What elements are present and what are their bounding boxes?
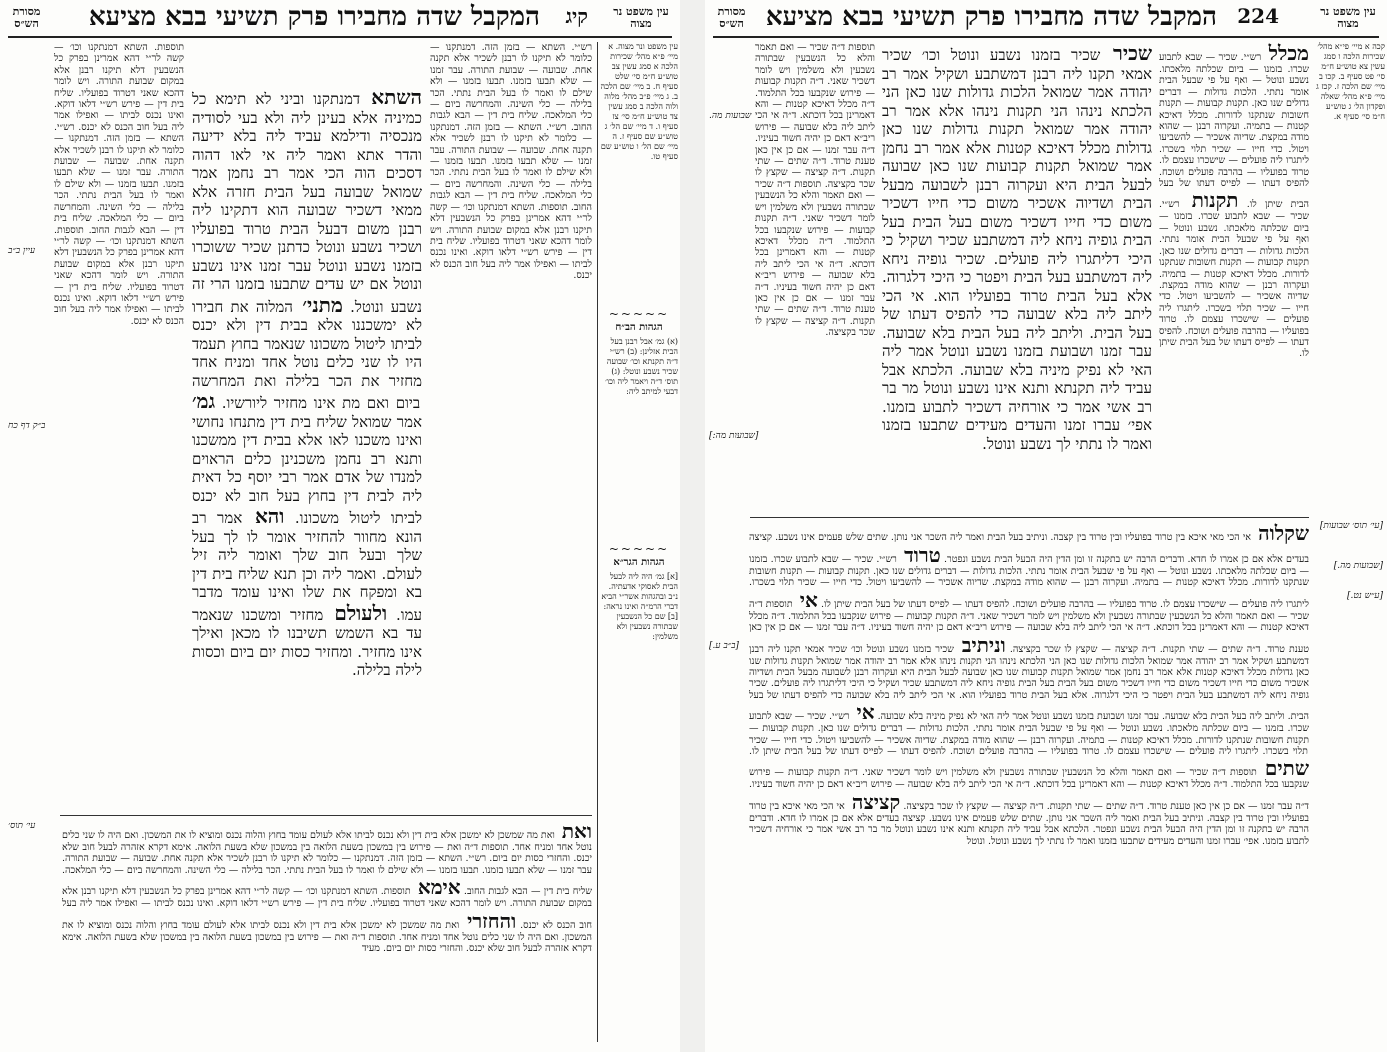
left-rashi-column — [430, 42, 592, 812]
right-bottom-lead-5: אי — [849, 700, 875, 725]
right-bottom-lead-6: שתים — [1256, 756, 1309, 781]
left-rashi-text-cont-2: תוספות. השתא דמנתקנו וכו׳ — קשה לר״י דהא אמרינן בפרק כל הנשבעין דלא תיקנו רבנן אלא במקום שבועת התורה. ויש לומר דהכא שאני דטרוד בפועליו. שליח בית דין — פירש רש״י דלאו דוקא. ואינו נכנס לביתו — ואפילו אמר ליה בעל חוב הכנס לא יכנס. — [430, 201, 592, 282]
left-gemara2-lead: גמ׳ — [192, 389, 216, 413]
right-ein-mishpat-column — [1313, 42, 1385, 182]
hagahot-habach-text: (א) גמ׳ אבל רבנן בעל הבית אזלינן: (ב) רש״י ד״ה תקנתא וכו׳ שבועה שכיר נשבע ונוטל: (ג) תוס׳ ד״ה ויאמר ליה וכו׳ דבעי למיתב ליה: — [605, 337, 678, 396]
left-bottom-commentary — [62, 820, 592, 1045]
right-bottom-text-cont-7: הלכתא אבל עביד ליה תקנתא ותנא אינו נשבע ונוטל מר בר רב אשי אמר כי אורחיה דשכיר לתבוע בזמנו. אפי׳ עברו זמנו והעדים מעידים שתבעו בזמנו ואמר לו נתתי לך נשבע ונוטל. — [749, 824, 1309, 847]
left-tosafot-text-cont: רש״י. השתא — בזמן הזה. דמנתקנו — כלומר לא תיקנו לו רבנן לשכיר אלא תקנה אחת. שבועה — שבועת התורה. עבר זמנו — שלא תבעו בזמנו. תבעו בזמנו — ולא שילם לו ואמר לו בעל הבית נתתי. הכר בלילה — כלי השינה. והמחרשה ביום — כלי המלאכה. שליח בית דין — הבא לגבות החוב. — [54, 121, 184, 236]
right-bottom-text-cont-5: תוספות ד״ה שכיר — ואם תאמר והלא כל הנשבעין שבתורה נשבעין ולא משלמין ויש לומר דשכיר שאני. ד״ה תקנות קבועות — פירוש שנקבעו בכל התלמוד. ד״ה מכלל דאיכא קטנות — והא דאמרינן בכל דוכתא. ד״ה אי הכי ליתב ליה בלא שבועה — פירוש ריב״א דאם כן יהיה חשוד בעיניו. ד״ה עבר זמנו — אם כן אין כאן טענת טרוד. ד״ה שתים — שתי תקנות. ד״ה קציצה — שקצץ לו שכר בקציצה. — [749, 767, 1309, 812]
left-bottom-text: ואת מה שמשכן לא ימשכן אלא בית דין ולא נכנס לביתו אלא לעולם עומד בחוץ והלוה נכנס ומוציא לו את המשכון. ואם היה לו שני כלים נוטל אחד ומניח אחד. תוספות ד״ה ואת — פירוש בין במשכון בשעת הלואה בין במשכון שלא בשעת הלואה. אימא דקרא אזהרה לבעל חוב שלא יכנס. והחזרי כסות יום ביום. — [62, 830, 592, 865]
left-label-masoret: מסורת הש״ס — [12, 5, 41, 30]
right-gemara-cont: הלכתא אבל עביד ליה תקנתא ותנא אינו נשבע ונוטל מר בר רב אשי אמר כי אורחיה דשכיר לתבוע בזמנו. אפי׳ עברו זמנו והעדים מעידים שתבעו בזמנו ואמר לו נתתי לך נשבע ונוטל. — [882, 360, 1152, 453]
left-gemara-text: דמנתקנו וביני לא תימא כל כמיניה אלא בעינן ליה ולא בעי לסודיה מנכסיה ודילמא עביד ליה בלא ידיעה והדר אתא ואמר ליה אי לאו דהוה דסכים הוה הכי אמר רב נחמן אמר שמואל שבועה בעל הבית חזרה אלא ממאי דשכיר שבועה הוא דתקינו ליה רבנן משום דבעל הבית טרוד בפועליו ושכיר נשבע ונוטל כדתנן שכיר ששוכרו בזמנו נשבע ונוטל עבר זמנו אינו נשבע ונוטל אם יש עדים שתבעו בזמנו הרי זה נשבע ונוטל. — [192, 90, 422, 316]
right-page — [705, 0, 1387, 1052]
right-side-note-5: [ב״ב ע.] — [709, 641, 739, 651]
left-bottom-text-cont: רש״י. השתא — בזמן הזה. דמנתקנו — כלומר לא תיקנו לו רבנן לשכיר אלא תקנה אחת. שבועה — שבועת התורה. עבר זמנו — שלא תבעו בזמנו. תבעו בזמנו — ולא שילם לו ואמר לו בעל הבית נתתי. הכר בלילה — כלי השינה. והמחרשה ביום — כלי המלאכה. שליח בית דין — הבא לגבות החוב. — [62, 853, 592, 898]
hagahot-habach-title: הגהות הב״ח — [615, 322, 663, 333]
right-rashi-column — [1159, 42, 1309, 512]
right-gemara-column — [882, 42, 1152, 512]
left-gemara-lead: השתא — [360, 86, 422, 109]
left-margin-divider — [597, 42, 598, 1042]
left-page-title: המקבל שדה מחבירו פרק תשיעי בבא מציעא — [88, 2, 540, 32]
left-ornament-2: ~~~~~ — [608, 542, 670, 556]
right-bottom-end: ונוטל — [966, 835, 985, 847]
left-hagahot-hagra — [600, 540, 678, 1040]
right-page-title: המקבל שדה מחבירו פרק תשיעי בבא מציעא — [765, 2, 1217, 32]
right-bottom-text: אי הכי מאי איכא בין טרוד בפועליו ובין טרוד בין קצבה. וניתיב בעל הבית ואמר ליה השכר אני נותן. שתים שלש פעמים אינו נשבע. קציצה בעדים אלא אם כן אמרו לו חדא. ודברים הרבה יש בתקנה זו ומן הדין היה הבעל הבית נשבע ונפטר. — [749, 532, 1309, 565]
left-gemara3-text: אמר רב הונא מחוור להחזיר אומר לו לך בעל שלך ובעל חוב שלך ואומר ליה זיל לעולם. ואמר ליה וכן תנא שליח בית דין בא ומפקח את שלו ואינו עומד מדבר עמו. — [192, 509, 422, 624]
right-side-note-1: שבועות מה. — [709, 111, 752, 121]
right-bottom-rule — [750, 517, 1309, 518]
right-rashi-text-cont: רש״י. שכיר — שבא לתבוע שכרו. בזמנו — ביום שכלתה מלאכתו. נשבע ונוטל — ואף על פי שבעל הבית אומר נתתי. הלכות גדולות — דברים גדולים שנו כאן. תקנות קבועות — תקנות חשובות שנתקנו לדורות. מכלל דאיכא קטנות — בתמיה. ועקרוה רבנן — שהוא מודה במקצת. שדיוה אשכיר — להשביעו ויטול. כדי חייו — שכיר תלוי בשכרו. ליתגרו ליה פועלים — שישכרו עצמם לו. טרוד בפועליו — בהרבה פועלים ושוכח. להפיס דעתו — לפייס דעתו של בעל הבית שיתן לו. — [1159, 199, 1309, 360]
right-side-note-4: [שבועות מה.] — [1333, 561, 1383, 571]
right-bottom-commentary — [749, 522, 1309, 1046]
right-label-masoret: מסורת הש״ס — [717, 5, 746, 30]
right-folio-number: 224 — [1237, 4, 1279, 28]
right-gemara-text: שכיר בזמנו נשבע ונוטל וכו׳ שכיר אמאי תקנו ליה רבנן דמשתבע ושקיל אמר רב יהודה אמר שמואל הלכות גדולות שנו כאן הני הלכתא נינהו הני תקנות נינהו אלא אמר רב יהודה אמר שמואל תקנות גדולות שנו כאן גדולות מכלל דאיכא קטנות אלא אמר רב נחמן אמר שמואל תקנות קבועות שנו כאן שבועה לבעל הבית היא ועקרוה רבנן לשבועה מבעל הבית ושדיוה אשכיר משום כדי חייו דשכיר משום כדי חייו דשכיר משום בעל הבית בעל הבית גופיה ניחא ליה דמשתבע שכיר ושקיל כי היכי דליתגרו ליה פועלים. שכיר גופיה ניחא ליה דמשתבע בעל הבית ויפטר כי היכי דלגרוה. אלא בעל הבית טרוד בפועליו הוא. אי הכי ליתב ליה בלא שבועה כדי להפיס דעתו של בעל הבית. וליתב ליה בעל הבית בלא שבועה. עבר זמנו ושבועת בזמנו נשבע ונוטל אמר ליה האי לא נפיק מיניה בלא שבועה. — [882, 46, 1152, 379]
left-bottom-lead-3: והחזרי — [459, 908, 517, 933]
left-label-ein-mishpat: עין משפט נר מצוה — [613, 5, 669, 30]
right-side-note-3: [עי׳ תוס׳ שבועות] — [1319, 521, 1383, 531]
right-bottom-lead-7: קציצה — [844, 789, 901, 814]
left-rashi-text-cont: רש״י. השתא — בזמן הזה. דמנתקנו — כלומר לא תיקנו לו רבנן לשכיר אלא תקנה אחת. שבועה — שבועת התורה. עבר זמנו — שלא תבעו בזמנו. תבעו בזמנו — ולא שילם לו ואמר לו בעל הבית נתתי. הכר בלילה — כלי השינה. והמחרשה ביום — כלי המלאכה. שליח בית דין — הבא לגבות החוב. — [430, 121, 592, 213]
right-header-rule — [713, 36, 1379, 38]
left-gemara-column — [192, 86, 422, 736]
left-hagahot-habach — [600, 305, 678, 535]
right-tosafot-text: תוספות ד״ה שכיר — ואם תאמר והלא כל הנשבעין שבתורה נשבעין ולא משלמין ויש לומר דשכיר שאני. ד״ה תקנות קבועות — פירוש שנקבעו בכל התלמוד. ד״ה מכלל דאיכא קטנות — והא דאמרינן בכל דוכתא. ד״ה אי הכי ליתב ליה בלא שבועה — פירוש ריב״א דאם כן יהיה חשוד בעיניו. ד״ה עבר זמנו — אם כן אין כאן טענת טרוד. ד״ה שתים — שתי תקנות. ד״ה קציצה — שקצץ לו שכר בקציצה. — [755, 42, 875, 190]
right-label-ein-mishpat: עין משפט נר מצוה — [1320, 5, 1376, 30]
left-bottom-lead-2: אימא — [410, 875, 461, 900]
left-ein-mishpat-text: עין משפט ונר מצוה. א מיי׳ פ״א מהל׳ שכירות הלכה א סמג עשין צב טוש״ע ח״מ סי׳ שלט סעיף ח. ב מיי׳ שם הלכה ב. ג מיי׳ פ״ב מהל׳ מלוה ולוה הלכה ב סמג עשין צד טוש״ע ח״מ סי׳ צז סעיף ו. ד מיי׳ שם הל׳ ג טוש״ע שם סעיף ז. ה מיי׳ שם הל׳ ו טוש״ע שם סעיף טו. — [600, 42, 678, 161]
left-tosafot-text-cont-2: תוספות. השתא דמנתקנו וכו׳ — קשה לר״י דהא אמרינן בפרק כל הנשבעין דלא תיקנו רבנן אלא במקום שבועת התורה. ויש לומר דהכא שאני דטרוד בפועליו. שליח בית דין — פירש רש״י דלאו דוקא. ואינו נכנס לביתו — ואפילו אמר ליה בעל חוב הכנס לא יכנס. — [54, 224, 184, 327]
left-side-note-1: עיין ב״ב — [8, 246, 36, 256]
right-bottom-text-cont-4: רש״י. שכיר — שבא לתבוע שכרו. בזמנו — ביום שכלתה מלאכתו. נשבע ונוטל — ואף על פי שבעל הבית אומר נתתי. הלכות גדולות — דברים גדולים שנו כאן. תקנות קבועות — תקנות חשובות שנתקנו לדורות. מכלל דאיכא קטנות — בתמיה. ועקרוה רבנן — שהוא מודה במקצת. שדיוה אשכיר — להשביעו ויטול. כדי חייו — שכיר תלוי בשכרו. ליתגרו ליה פועלים — שישכרו עצמם לו. טרוד בפועליו — בהרבה פועלים ושוכח. להפיס דעתו — לפייס דעתו של בעל הבית שיתן לו. — [749, 711, 1309, 758]
left-bottom-text-cont-2: תוספות. השתא דמנתקנו וכו׳ — קשה לר״י דהא אמרינן בפרק כל הנשבעין דלא תיקנו רבנן אלא במקום שבועת התורה. ויש לומר דהכא שאני דטרוד בפועליו. שליח בית דין — פירש רש״י דלאו דוקא. ואינו נכנס לביתו — ואפילו אמר ליה בעל חוב הכנס לא יכנס. — [62, 886, 592, 931]
right-ein-mishpat-text: קכה א מיי׳ פי״א מהל׳ שכירות הלכה ו סמג עשין צא טוש״ע ח״מ סי׳ פט סעיף ב. קכו ב מיי׳ שם הלכה ז. קכז ג מיי׳ פ״א מהל׳ שאלה ופקדון הל׳ ג טוש״ע ח״מ סי׳ סעיף א. — [1316, 42, 1385, 121]
right-rashi-text: רש״י. שכיר — שבא לתבוע שכרו. בזמנו — ביום שכלתה מלאכתו. נשבע ונוטל — ואף על פי שבעל הבית אומר נתתי. הלכות גדולות — דברים גדולים שנו כאן. תקנות קבועות — תקנות חשובות שנתקנו לדורות. מכלל דאיכא קטנות — בתמיה. ועקרוה רבנן — שהוא מודה במקצת. שדיוה אשכיר — להשביעו ויטול. כדי חייו — שכיר תלוי בשכרו. ליתגרו ליה פועלים — שישכרו עצמם לו. טרוד בפועליו — בהרבה פועלים ושוכח. להפיס דעתו — לפייס דעתו של בעל הבית שיתן לו. — [1159, 52, 1309, 211]
left-rashi-text: רש״י. השתא — בזמן הזה. דמנתקנו — כלומר לא תיקנו לו רבנן לשכיר אלא תקנה אחת. שבועה — שבועת התורה. עבר זמנו — שלא תבעו בזמנו. תבעו בזמנו — ולא שילם לו ואמר לו בעל הבית נתתי. הכר בלילה — כלי השינה. והמחרשה ביום — כלי המלאכה. שליח בית דין — הבא לגבות החוב. — [430, 42, 592, 133]
left-bottom-lead-1: ואת — [554, 820, 592, 843]
right-tosafot-text-cont: תוספות ד״ה שכיר — ואם תאמר והלא כל הנשבעין שבתורה נשבעין ולא משלמין ויש לומר דשכיר שאני. ד״ה תקנות קבועות — פירוש שנקבעו בכל התלמוד. ד״ה מכלל דאיכא קטנות — והא דאמרינן בכל דוכתא. ד״ה אי הכי ליתב ליה בלא שבועה — פירוש ריב״א דאם כן יהיה חשוד בעיניו. ד״ה עבר זמנו — אם כן אין כאן טענת טרוד. ד״ה שתים — שתי תקנות. ד״ה קציצה — שקצץ לו שכר בקציצה. — [755, 178, 875, 339]
right-bottom-text-cont-6: אי הכי מאי איכא בין טרוד בפועליו ובין טרוד בין קצבה. וניתיב בעל הבית ואמר ליה השכר אני נותן. שתים שלש פעמים אינו נשבע. קציצה בעדים אלא אם כן אמרו לו חדא. ודברים הרבה יש בתקנה זו ומן הדין היה הבעל הבית נשבע ונפטר. — [749, 800, 1309, 836]
left-page — [0, 0, 680, 1052]
left-gemara2-text: אמר שמואל שליח בית דין מתנחו נחושי ואינו משכנו לאו אלא בבית דין ממשכנו ותנא רב נחמן משכנינן כלים הראוים למנדו של אדם אמר רבי יוסף כל דאית ליה לבית דין בחוץ בעל חוב לא יכנס לביתו ליטול משכונו. — [192, 412, 422, 527]
right-bottom-text-cont-3: שכיר בזמנו נשבע ונוטל וכו׳ שכיר אמאי תקנו ליה רבנן דמשתבע ושקיל אמר רב יהודה אמר שמואל הלכות גדולות שנו כאן הני הלכתא נינהו הני תקנות נינהו אלא אמר רב יהודה אמר שמואל תקנות גדולות שנו כאן גדולות מכלל דאיכא קטנות אלא אמר רב נחמן אמר שמואל תקנות קבועות שנו כאן שבועה לבעל הבית היא ועקרוה רבנן לשבועה מבעל הבית ושדיוה אשכיר משום כדי חייו דשכיר משום כדי חייו דשכיר משום בעל הבית בעל הבית גופיה ניחא ליה דמשתבע שכיר ושקיל כי היכי דליתגרו ליה פועלים. שכיר גופיה ניחא ליה דמשתבע בעל הבית ויפטר כי היכי דלגרוה. אלא בעל הבית טרוד בפועליו הוא. אי הכי ליתב ליה בלא שבועה כדי להפיס דעתו של בעל הבית. וליתב ליה בעל הבית בלא שבועה. עבר זמנו ושבועת בזמנו נשבע ונוטל אמר ליה האי לא נפיק מיניה בלא שבועה. — [749, 643, 1309, 723]
left-gemara4-lead: ולעולם — [323, 600, 388, 625]
right-tosafot-column — [755, 42, 875, 512]
right-bottom-text-cont: רש״י. שכיר — שבא לתבוע שכרו. בזמנו — ביום שכלתה מלאכתו. נשבע ונוטל — ואף על פי שבעל הבית אומר נתתי. הלכות גדולות — דברים גדולים שנו כאן. תקנות קבועות — תקנות חשובות שנתקנו לדורות. מכלל דאיכא קטנות — בתמיה. ועקרוה רבנן — שהוא מודה במקצת. שדיוה אשכיר — להשביעו ויטול. כדי חייו — שכיר תלוי בשכרו. ליתגרו ליה פועלים — שישכרו עצמם לו. טרוד בפועליו — בהרבה פועלים ושוכח. להפיס דעתו — לפייס דעתו של בעל הבית שיתן לו. — [749, 554, 1309, 610]
left-side-note-3: עי׳ תוס׳ — [8, 821, 36, 831]
left-gemara4-text: מחזיר ומשכנו שנאמר עד בא השמש תשיבנו לו מכאן ואילך אינו מחזיר. ומחזיר כסות יום ביום וכסות לילה בלילה. — [192, 605, 422, 679]
right-gemara-lead: שכיר — [1100, 42, 1152, 65]
right-bottom-lead-4: וניתיב — [953, 632, 1006, 657]
left-bottom-rule — [60, 815, 592, 816]
right-rashi-lead-2: תקנות — [1179, 188, 1239, 213]
right-page-header — [705, 2, 1387, 38]
book-gutter — [680, 0, 705, 1052]
left-page-header — [0, 2, 680, 38]
left-side-note-2: ב״ק דף כח — [8, 421, 46, 431]
left-header-rule — [8, 36, 672, 38]
left-mishna-lead: מתני׳ — [292, 292, 343, 317]
right-side-note-2: [שבועות מה:] — [709, 431, 759, 441]
right-side-note-6: [ע״ש נט.] — [1347, 591, 1383, 601]
right-bottom-text-cont-2: תוספות ד״ה שכיר — ואם תאמר והלא כל הנשבעין שבתורה נשבעין ולא משלמין ויש לומר דשכיר שאני. ד״ה תקנות קבועות — פירוש שנקבעו בכל התלמוד. ד״ה מכלל דאיכא קטנות — והא דאמרינן בכל דוכתא. ד״ה אי הכי ליתב ליה בלא שבועה — פירוש ריב״א דאם כן יהיה חשוד בעיניו. ד״ה עבר זמנו — אם כן אין כאן טענת טרוד. ד״ה שתים — שתי תקנות. ד״ה קציצה — שקצץ לו שכר בקציצה. — [749, 598, 1309, 655]
left-bottom-text-cont-3: ואת מה שמשכן לא ימשכן אלא בית דין ולא נכנס לביתו אלא לעולם עומד בחוץ והלוה נכנס ומוציא לו את המשכון. ואם היה לו שני כלים נוטל אחד ומניח אחד. תוספות ד״ה ואת — פירוש בין במשכון בשעת הלואה בין במשכון שלא בשעת הלואה. אימא דקרא אזהרה לבעל חוב שלא יכנס. והחזרי כסות יום ביום. — [62, 919, 592, 955]
hagahot-hagra-text: [א] גמ׳ היה ליה לבעל הבית לאסוקי אדעתיה. נ״ב ובהגהות אשר״י הביא דברי הרמ״ה ואינו נראה: [ב] שם כל הנשבעין שבתורה נשבעין ולא משלמין: — [601, 572, 678, 641]
left-ein-mishpat-column — [600, 42, 678, 302]
right-rashi-lead: מכלל — [1261, 42, 1309, 65]
left-folio-number: קיג — [565, 4, 588, 28]
left-bottom-end: מעיד — [361, 943, 380, 955]
left-tosafot-column — [54, 42, 184, 812]
left-gemara3-lead: והא — [242, 504, 285, 528]
right-bottom-lead-2: טרוד — [896, 543, 941, 567]
left-ornament-1: ~~~~~ — [608, 307, 670, 321]
hagahot-hagra-title: הגהות הגר״א — [613, 557, 665, 568]
left-mishna-text: המלוה את חבירו לא ימשכננו אלא בבית דין ולא יכנס לביתו ליטול משכונו שנאמר בחוץ תעמד היו לו שני כלים נוטל אחד ומניח אחד מחזיר את הכר בלילה ואת המחרשה ביום ואם מת אינו מחזיר ליורשיו. — [192, 297, 422, 412]
right-bottom-lead-3: אי — [792, 587, 818, 612]
right-bottom-lead-1: שקלוה — [1251, 522, 1309, 545]
left-tosafot-text: תוספות. השתא דמנתקנו וכו׳ — קשה לר״י דהא אמרינן בפרק כל הנשבעין דלא תיקנו רבנן אלא במקום שבועת התורה. ויש לומר דהכא שאני דטרוד בפועליו. שליח בית דין — פירש רש״י דלאו דוקא. ואינו נכנס לביתו — ואפילו אמר ליה בעל חוב הכנס לא יכנס. — [54, 42, 184, 133]
